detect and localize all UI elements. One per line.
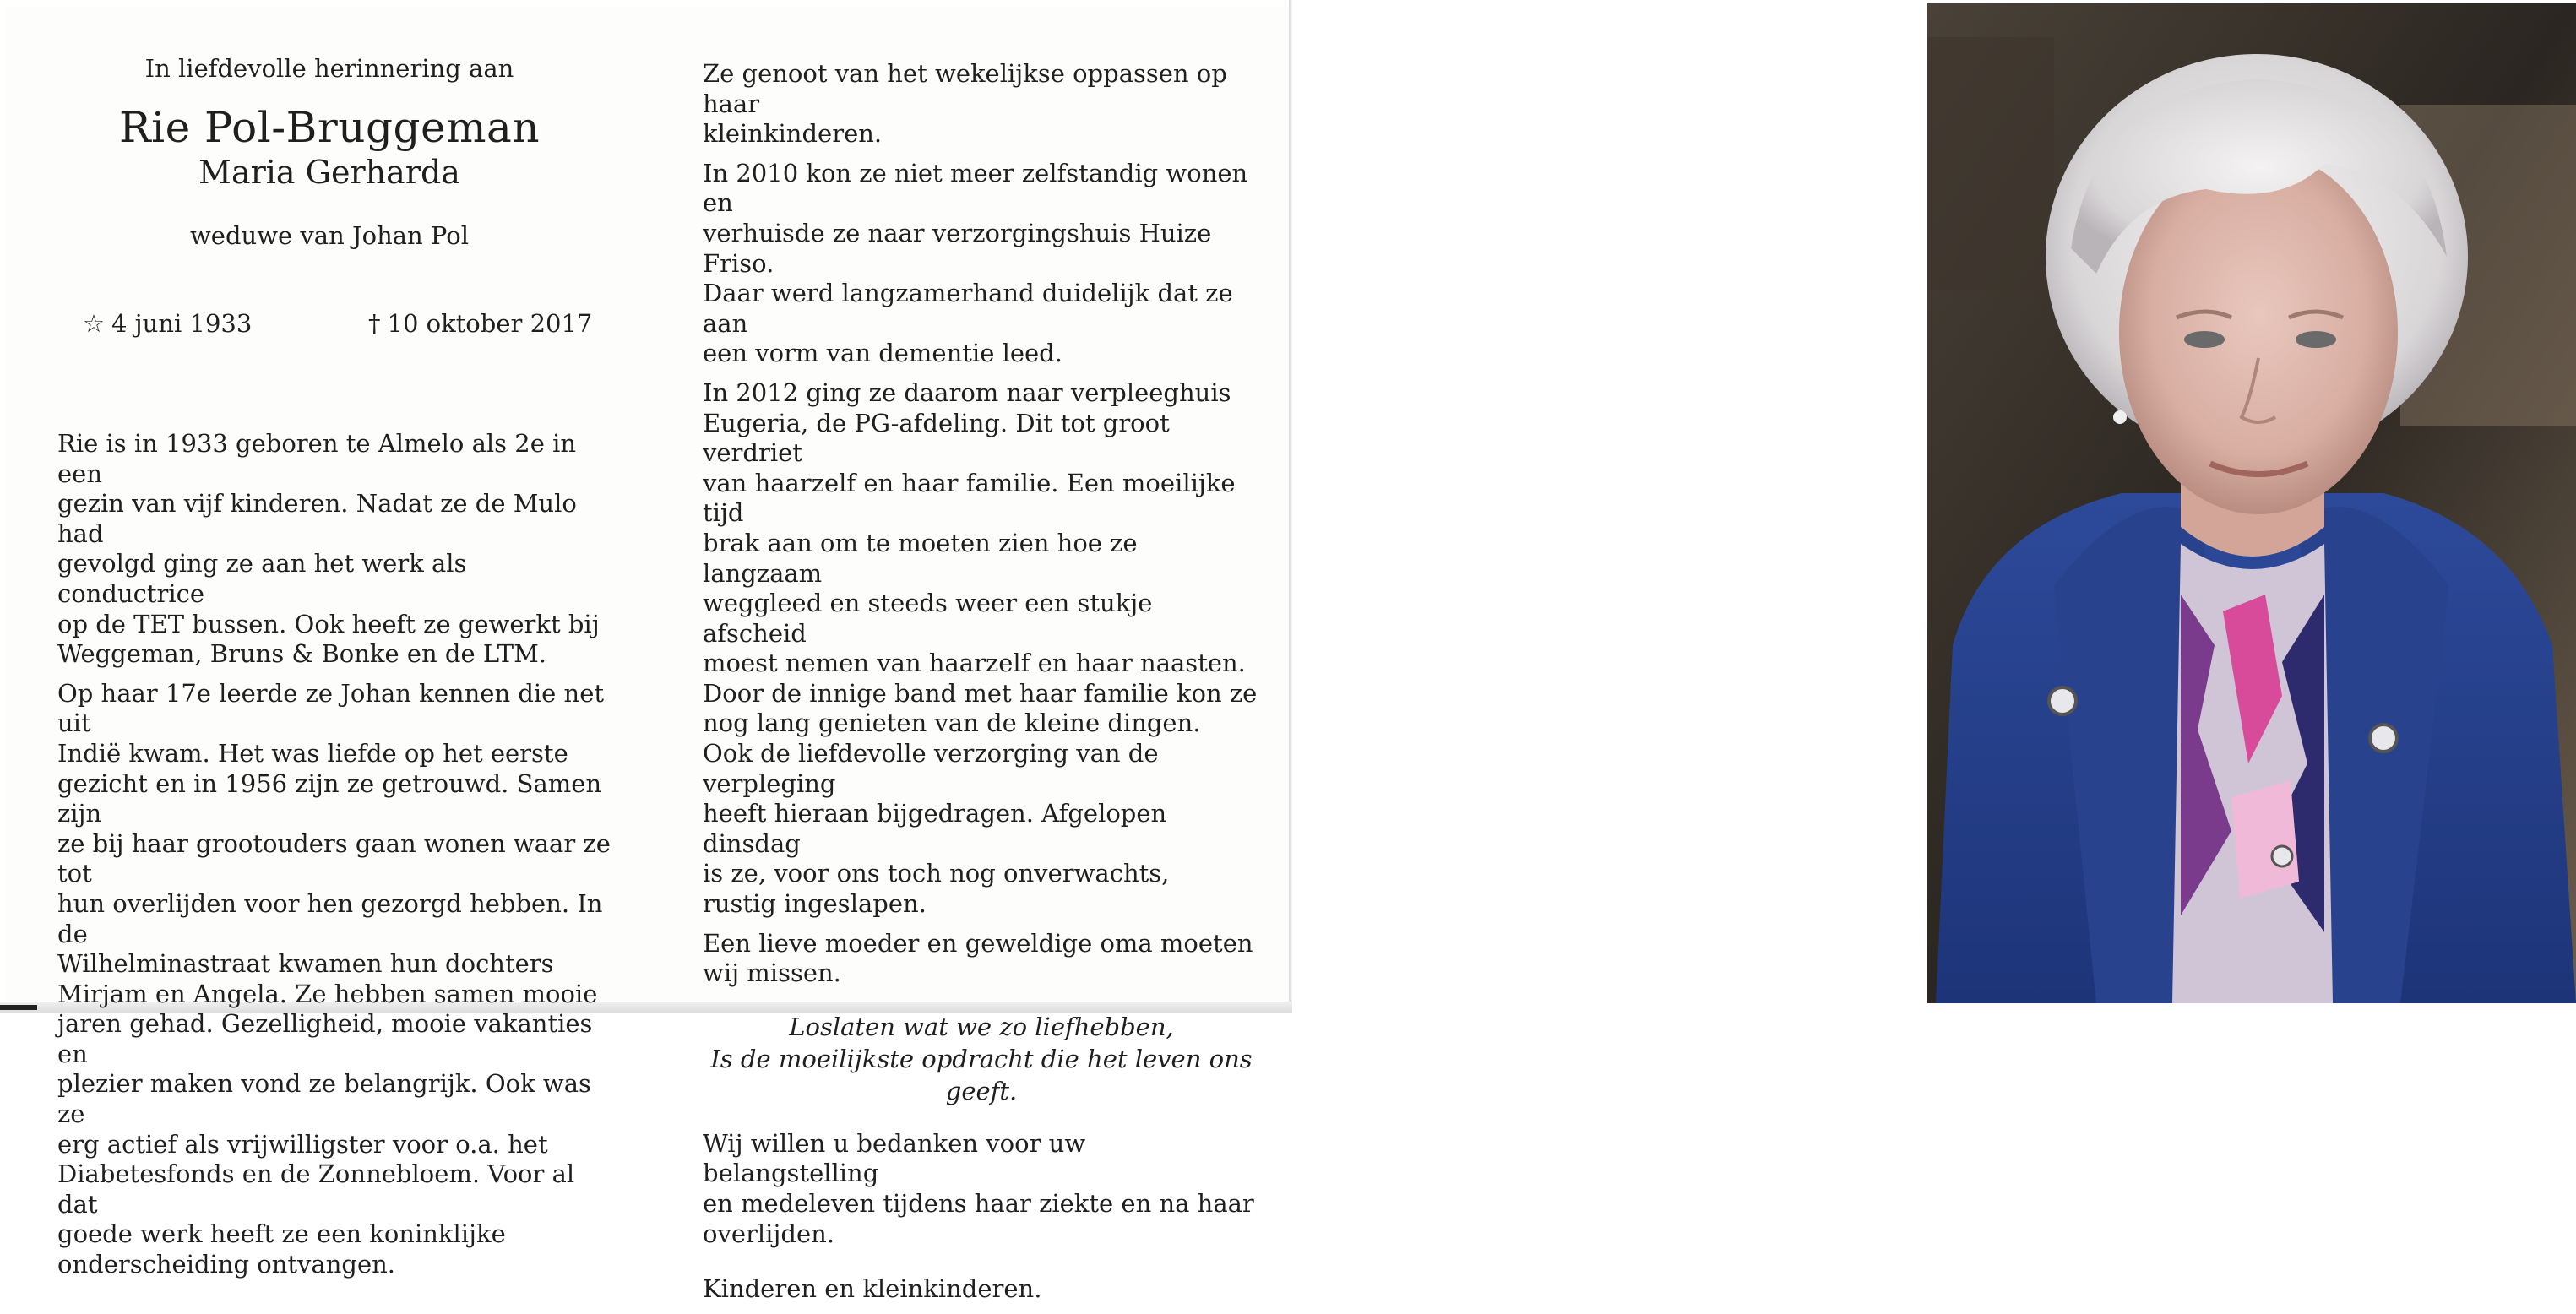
given-names: Maria Gerharda <box>198 154 460 191</box>
intro-line: In liefdevolle herinnering aan <box>144 54 514 83</box>
biography-paragraph: Een lieve moeder en geweldige oma moeten wij missen. <box>703 928 1253 988</box>
thanks-paragraph: Wij willen u bedanken voor uw belangstelling en medeleven tijdens haar ziekte en na haar overlijden. <box>703 1128 1254 1248</box>
birth-date-text: 4 juni 1933 <box>111 309 253 338</box>
biography-left-column <box>57 429 615 1290</box>
portrait-photo <box>1927 3 2576 1003</box>
death-date <box>368 309 592 338</box>
portrait-illustration <box>1927 3 2576 1003</box>
birth-date <box>83 309 252 338</box>
biography-paragraph: In 2010 kon ze niet meer zelfstandig wonen en verhuisde ze naar verzorgingshuis Huize Friso. Daar werd langzamerhand duidelijk dat ze aan een vorm van dementie leed. <box>703 158 1248 368</box>
biography-paragraph: Op haar 17e leerde ze Johan kennen die net uit Indië kwam. Het was liefde op het eerste gezicht en in 1956 zijn ze getrouwd. Samen zijn ze bij haar grootouders gaan wonen waar ze tot hun overlijden voor hen gezorgd hebben. In de Wilhelminastraat kwamen hun dochters Mirjam en Angela. Ze hebben samen mooie jaren gehad. Gezelligheid, mooie vakanties en plezier maken vond ze belangrijk. Ook was ze erg actief als vrijwilligster voor o.a. het Diabetesfonds en de Zonnebloem. Voor al dat goede werk heeft ze een koninklijke onderscheiding ontvangen. <box>57 678 611 1279</box>
deceased-name: Rie Pol-Bruggeman <box>118 103 541 152</box>
biography-paragraph: In 2012 ging ze daarom naar verpleeghuis Eugeria, de PG-afdeling. Dit tot groot verdriet van haarzelf en haar familie. Een moeilijke tijd brak aan om te moeten zien hoe ze langzaam weggleed en steeds weer een stukje afscheid moest nemen van haarzelf en haar naasten. Door de innige band met haar familie kon ze nog lang genieten van de kleine dingen. Ook de liefdevolle verzorging van de verpleging heeft hieraan bijgedragen. Afgelopen dinsdag is ze, voor ons toch nog onverwachts, rustig ingeslapen. <box>703 377 1258 919</box>
signature-line: Kinderen en kleinkinderen. <box>703 1274 1042 1304</box>
cross-icon: † <box>368 309 381 338</box>
card-fold-line <box>1289 0 1292 1013</box>
biography-paragraph: Rie is in 1933 geboren te Almelo als 2e in een gezin van vijf kinderen. Nadat ze de Mulo had gevolgd ging ze aan het werk als conductrice op de TET bussen. Ook heeft ze gewerkt bij Weggeman, Bruns & Bonke en de LTM. <box>57 429 600 669</box>
scan-edge-mark <box>0 1005 37 1010</box>
biography-paragraph: Ze genoot van het wekelijkse oppassen op haar kleinkinderen. <box>703 59 1227 149</box>
memorial-quote: Loslaten wat we zo liefhebben, Is de moeilijkste opdracht die het leven ons geeft. <box>710 1012 1253 1105</box>
star-icon: ☆ <box>83 309 105 338</box>
death-date-text: 10 oktober 2017 <box>387 309 593 338</box>
biography-right-column <box>703 59 1260 1314</box>
widow-of-line: weduwe van Johan Pol <box>189 221 470 250</box>
